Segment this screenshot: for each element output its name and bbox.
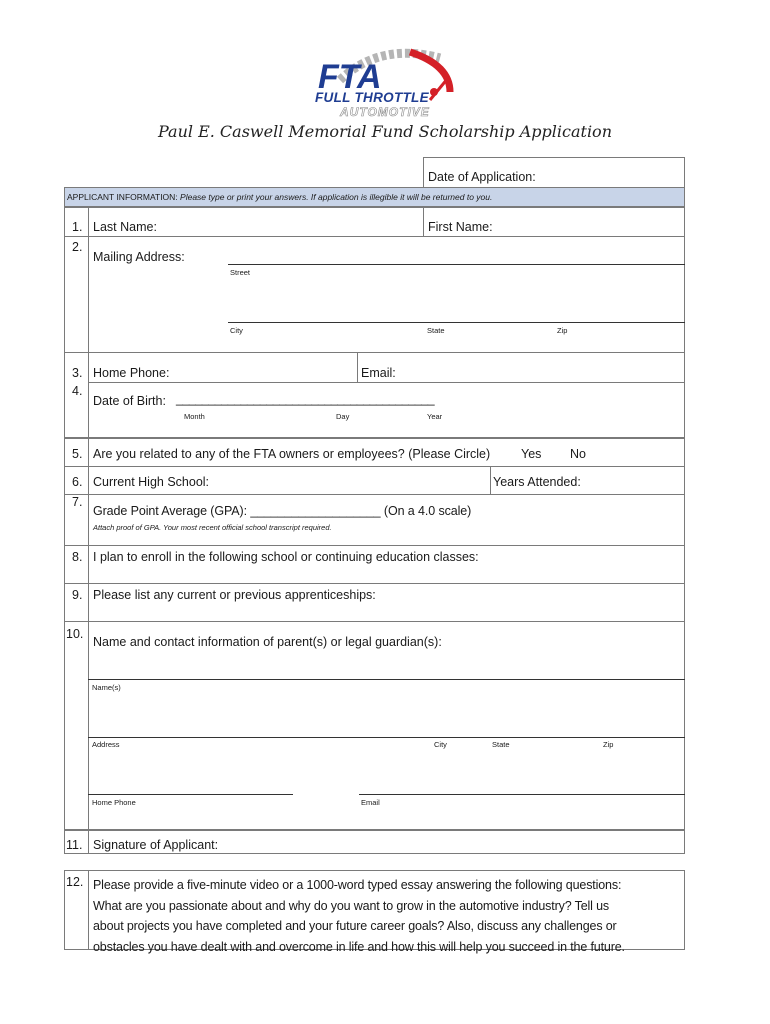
date-of-application-label: Date of Application: [428,170,536,184]
parent-home-phone-caption: Home Phone [92,798,136,807]
essay-prompt [93,875,625,957]
page-title: Paul E. Caswell Memorial Fund Scholarship Application [157,122,612,141]
essay-line-1: Please provide a five-minute video or a 1000-word typed essay answering the following questions: [93,878,622,892]
applicant-info-header [67,192,492,202]
essay-line-4: obstacles you have dealt with and overcome in life and how this will help you succeed in the future. [93,939,625,954]
mailing-address-label: Mailing Address: [93,250,185,264]
applicant-info-instructions: Please type or print your answers. If application is illegible it will be returned to you. [180,192,493,202]
item-number-3: 3. [72,366,83,380]
parent-state-caption: State [492,740,510,749]
essay-line-3: about projects you have completed and your future career goals? Also, discuss any challenges or [93,919,617,933]
logo-monogram: FTA [318,58,382,96]
parent-zip-caption: Zip [603,740,614,749]
address-caption: Address [92,740,120,749]
home-phone-label: Home Phone: [93,366,170,380]
first-name-label: First Name: [428,220,493,234]
city-caption: City [230,326,243,335]
item-number-6: 6. [72,475,83,489]
high-school-label: Current High School: [93,475,210,489]
item-number-1: 1. [72,220,83,234]
enroll-label: I plan to enroll in the following school or continuing education classes: [93,550,479,564]
month-caption: Month [184,412,205,421]
parent-info-label: Name and contact information of parent(s) or legal guardian(s): [93,635,442,649]
item-number-10: 10. [66,627,84,641]
item-number-2: 2. [72,240,83,254]
logo-line2: AUTOMOTIVE [340,105,430,119]
item-number-11: 11. [66,838,83,852]
dob-blank: ________________________________________ [176,392,435,406]
applicant-info-heading: APPLICANT INFORMATION: [67,192,178,202]
parent-email-caption: Email [361,798,380,807]
email-label: Email: [361,366,396,380]
street-caption: Street [230,268,251,277]
zip-caption: Zip [557,326,568,335]
item-number-4: 4. [72,384,83,398]
fta-logo [300,40,470,125]
dob-label: Date of Birth: [93,394,166,408]
item-number-9: 9. [72,588,83,602]
gpa-label: Grade Point Average (GPA): ___________________ (On a 4.0 scale) [93,504,472,518]
item-number-12: 12. [66,875,84,889]
no-option[interactable]: No [570,447,586,461]
essay-line-2: What are you passionate about and why do you want to grow in the automotive industry? Tell us [93,898,609,913]
signature-label: Signature of Applicant: [93,838,219,852]
item-number-8: 8. [72,550,83,564]
state-caption: State [427,326,445,335]
gpa-note: Attach proof of GPA. Your most recent official school transcript required. [93,523,332,532]
item-number-7: 7. [72,495,83,509]
related-question: Are you related to any of the FTA owners or employees? (Please Circle) [93,447,491,461]
logo-line1: FULL THROTTLE [315,90,429,105]
years-attended-label: Years Attended: [493,475,581,489]
names-caption: Name(s) [92,683,121,692]
yes-option[interactable]: Yes [521,447,542,461]
item-number-5: 5. [72,447,83,461]
last-name-label: Last Name: [93,220,157,234]
day-caption: Day [336,412,350,421]
parent-city-caption: City [434,740,447,749]
apprenticeships-label: Please list any current or previous apprenticeships: [93,588,376,602]
year-caption: Year [427,412,443,421]
